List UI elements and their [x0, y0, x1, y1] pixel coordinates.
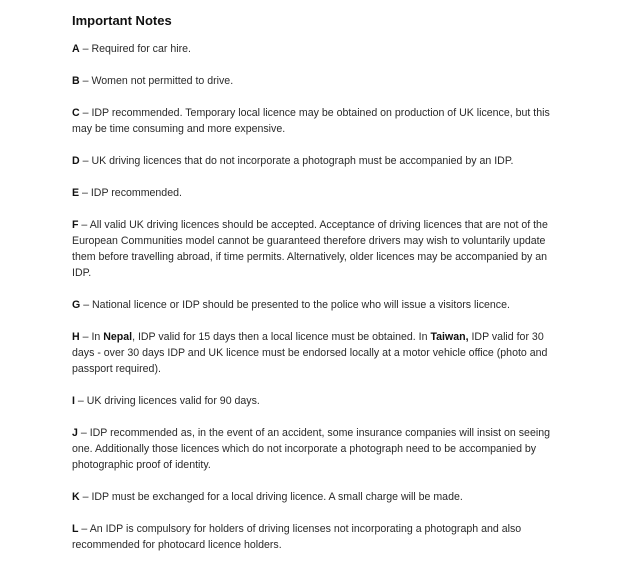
note-letter: J [72, 427, 78, 439]
country-taiwan: Taiwan, [430, 331, 469, 343]
note-dash: – [79, 491, 92, 503]
note-letter: L [72, 523, 79, 535]
note-f [72, 217, 552, 281]
note-text: Required for car hire. [91, 43, 191, 55]
note-dash: – [74, 395, 87, 407]
note-text: UK driving licences that do not incorporate a photograph must be accompanied by an IDP. [91, 155, 514, 167]
note-e [72, 185, 552, 201]
note-text: IDP recommended as, in the event of an accident, some insurance companies will insist on seeing one. Additionally those licences which do not incorporate a photograph need to be accompanied by photographic proof of identity. [72, 427, 550, 471]
page-title: Important Notes [72, 13, 172, 28]
note-text-part: IDP valid for 30 days - over 30 days IDP and UK licence must be endorsed locally at a motor vehicle office (photo and passport required). [72, 331, 548, 375]
note-d [72, 153, 552, 169]
note-dash: – [79, 155, 92, 167]
note-text-part: In [91, 331, 104, 343]
important-notes-document [72, 12, 552, 569]
note-g [72, 297, 552, 313]
note-h [72, 329, 552, 377]
note-letter: E [72, 187, 80, 199]
note-text: UK driving licences valid for 90 days. [86, 395, 260, 407]
note-text: All valid UK driving licences should be accepted. Acceptance of driving licences that are not of the European Communities model cannot be guaranteed therefore drivers may wish to voluntarily update them before travelling abroad, if time permits. Alternatively, older licences may be accompanied by an IDP. [72, 219, 548, 279]
note-letter: F [72, 219, 79, 231]
note-letter: C [72, 107, 80, 119]
note-text: IDP recommended. Temporary local licence may be obtained on production of UK licence, but this may be time consuming and more expensive. [72, 107, 550, 135]
note-text: An IDP is compulsory for holders of driving licenses not incorporating a photograph and also recommended for photocard licence holders. [72, 523, 522, 551]
note-dash: – [79, 187, 91, 199]
note-k [72, 489, 552, 505]
note-dash: – [79, 43, 92, 55]
note-c [72, 105, 552, 137]
note-dash: – [78, 219, 90, 231]
note-dash: – [80, 299, 93, 311]
note-dash: – [79, 107, 92, 119]
note-letter: A [72, 43, 80, 55]
note-text: National licence or IDP should be presented to the police who will issue a visitors licence. [92, 299, 510, 311]
note-letter: G [72, 299, 81, 311]
note-letter: K [72, 491, 80, 503]
note-text: IDP must be exchanged for a local driving licence. A small charge will be made. [91, 491, 463, 503]
country-nepal: Nepal [103, 331, 133, 343]
note-text-part: , IDP valid for 15 days then a local licence must be obtained. In [132, 331, 431, 343]
note-l [72, 521, 552, 553]
note-dash: – [78, 523, 90, 535]
note-dash: – [77, 427, 90, 439]
note-text: Women not permitted to drive. [91, 75, 234, 87]
note-a [72, 41, 552, 57]
note-letter: D [72, 155, 80, 167]
note-j [72, 425, 552, 473]
note-b [72, 73, 552, 89]
note-i [72, 393, 552, 409]
note-text: IDP recommended. [90, 187, 182, 199]
note-dash: – [79, 331, 92, 343]
note-dash: – [79, 75, 92, 87]
note-letter: H [72, 331, 80, 343]
note-letter: B [72, 75, 80, 87]
note-letter: I [72, 395, 75, 407]
